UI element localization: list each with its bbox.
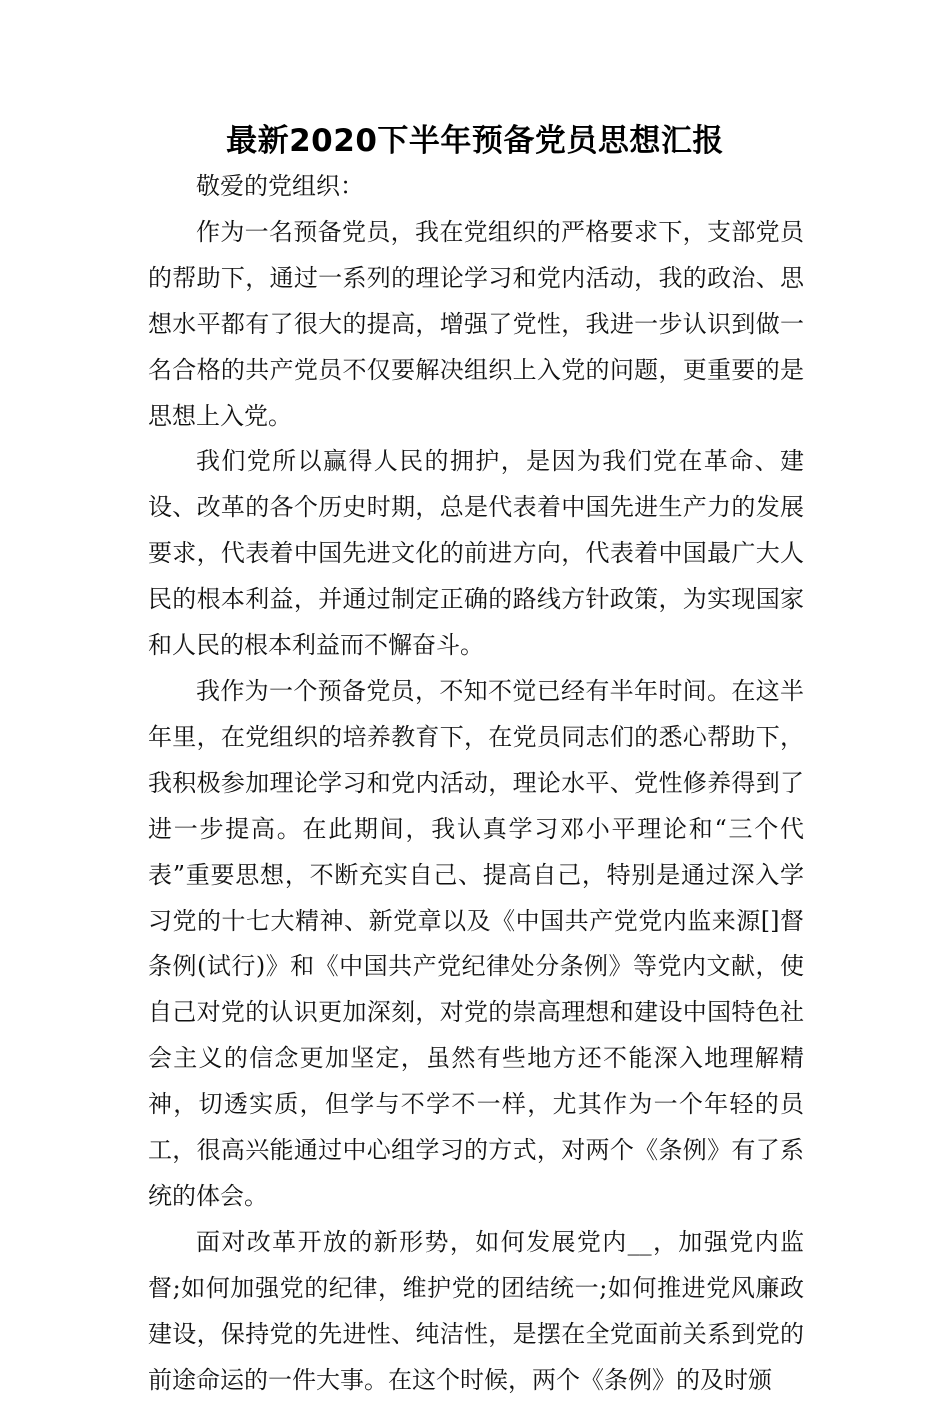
paragraph-3: 我作为一个预备党员，不知不觉已经有半年时间。在这半年里，在党组织的培养教育下，在党员同志们的悉心帮助下，我积极参加理论学习和党内活动，理论水平、党性修养得到了进一步提高。在此期间，我认真学习邓小平理论和“三个代表”重要思想，不断充实自己、提高自己，特别是通过深入学习党的十七大精神、新党章以及《中国共产党党内监来源[]督条例(试行)》和《中国共产党纪律处分条例》等党内文献，使自己对党的认识更加深刻，对党的崇高理想和建设中国特色社会主义的信念更加坚定，虽然有些地方还不能深入地理解精神，切透实质，但学与不学不一样，尤其作为一个年轻的员工，很高兴能通过中心组学习的方式，对两个《条例》有了系统的体会。 (148, 676, 804, 1210)
document-title: 最新2020下半年预备党员思想汇报 (226, 123, 724, 159)
paragraph-4: 面对改革开放的新形势，如何发展党内__，加强党内监督;如何加强党的纪律，维护党的团结统一;如何推进党风廉政建设，保持党的先进性、纯洁性，是摆在全党面前关系到党的前途命运的一件大事。在这个时候，两个《条例》的及时颁 (148, 1227, 804, 1394)
document-body (148, 164, 804, 1403)
paragraph-1: 作为一名预备党员，我在党组织的严格要求下，支部党员的帮助下，通过一系列的理论学习和党内活动，我的政治、思想水平都有了很大的提高，增强了党性，我进一步认识到做一名合格的共产党员不仅要解决组织上入党的问题，更重要的是思想上入党。 (148, 217, 804, 430)
salutation: 敬爱的党组织： (196, 172, 364, 200)
paragraph-2: 我们党所以赢得人民的拥护，是因为我们党在革命、建设、改革的各个历史时期，总是代表着中国先进生产力的发展要求，代表着中国先进文化的前进方向，代表着中国最广大人民的根本利益，并通过制定正确的路线方针政策，为实现国家和人民的根本利益而不懈奋斗。 (148, 447, 804, 660)
